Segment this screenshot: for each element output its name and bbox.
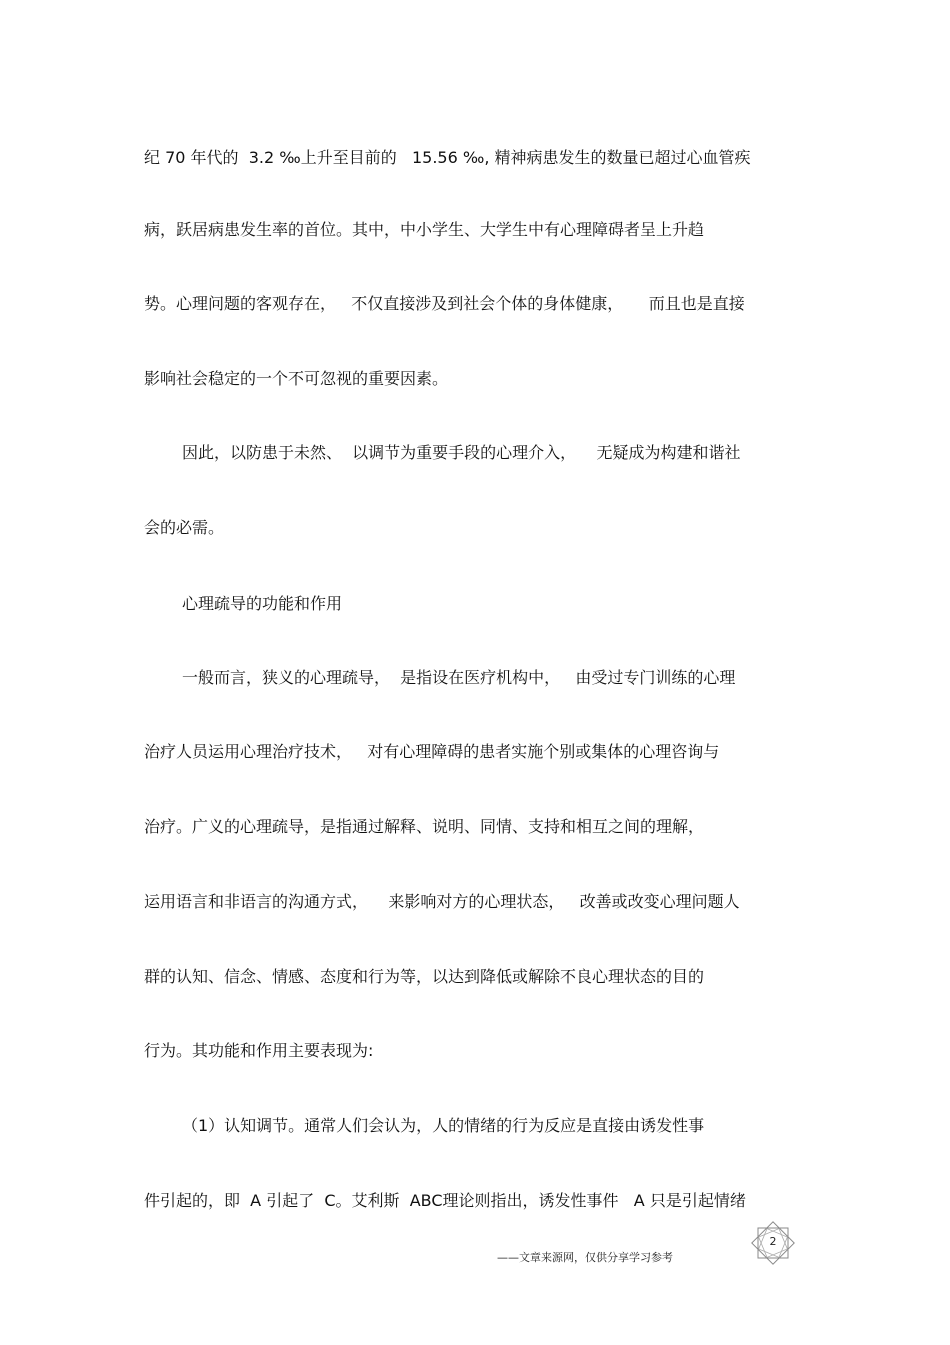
section-heading: 心理疏导的功能和作用 <box>182 594 343 613</box>
body-line-9: 治疗人员运用心理治疗技术， 对有心理障碍的患者实施个别或集体的心理咨询与 <box>144 742 720 761</box>
body-line-10: 治疗。广义的心理疏导，是指通过解释、说明、同情、支持和相互之间的理解， <box>144 817 705 836</box>
body-line-4: 影响社会稳定的一个不可忽视的重要因素。 <box>144 369 449 388</box>
body-line-12: 群的认知、信念、情感、态度和行为等，以达到降低或解除不良心理状态的目的 <box>144 967 705 986</box>
paragraph-line-1: 因此，以防患于未然、 以调节为重要手段的心理介入， 无疑成为构建和谐社 <box>182 443 741 462</box>
body-line-13: 行为。其功能和作用主要表现为: <box>144 1041 374 1060</box>
paragraph-line-3: （1）认知调节。通常人们会认为，人的情绪的行为反应是直接由诱发性事 <box>182 1116 705 1135</box>
body-line-15: 件引起的，即 A 引起了 C。艾利斯 ABC理论则指出，诱发性事件 A 只是引起情绪 <box>144 1191 746 1210</box>
body-line-1: 纪 70 年代的 3.2 ‰上升至目前的 15.56 ‰, 精神病患发生的数量已超过心血管疾 <box>144 148 751 167</box>
body-line-6: 会的必需。 <box>144 518 225 537</box>
body-line-2: 病，跃居病患发生率的首位。其中，中小学生、大学生中有心理障碍者呈上升趋 <box>144 220 705 239</box>
body-line-3: 势。心理问题的客观存在， 不仅直接涉及到社会个体的身体健康， 而且也是直接 <box>144 294 745 313</box>
page-number: 2 <box>769 1235 777 1248</box>
body-line-11: 运用语言和非语言的沟通方式， 来影响对方的心理状态， 改善或改变心理问题人 <box>144 892 740 911</box>
paragraph-line-2: 一般而言，狭义的心理疏导， 是指设在医疗机构中， 由受过专门训练的心理 <box>182 668 736 687</box>
footer-source-note: ——文章来源网，仅供分享学习参考 <box>497 1251 673 1264</box>
page-number-badge <box>748 1218 798 1268</box>
